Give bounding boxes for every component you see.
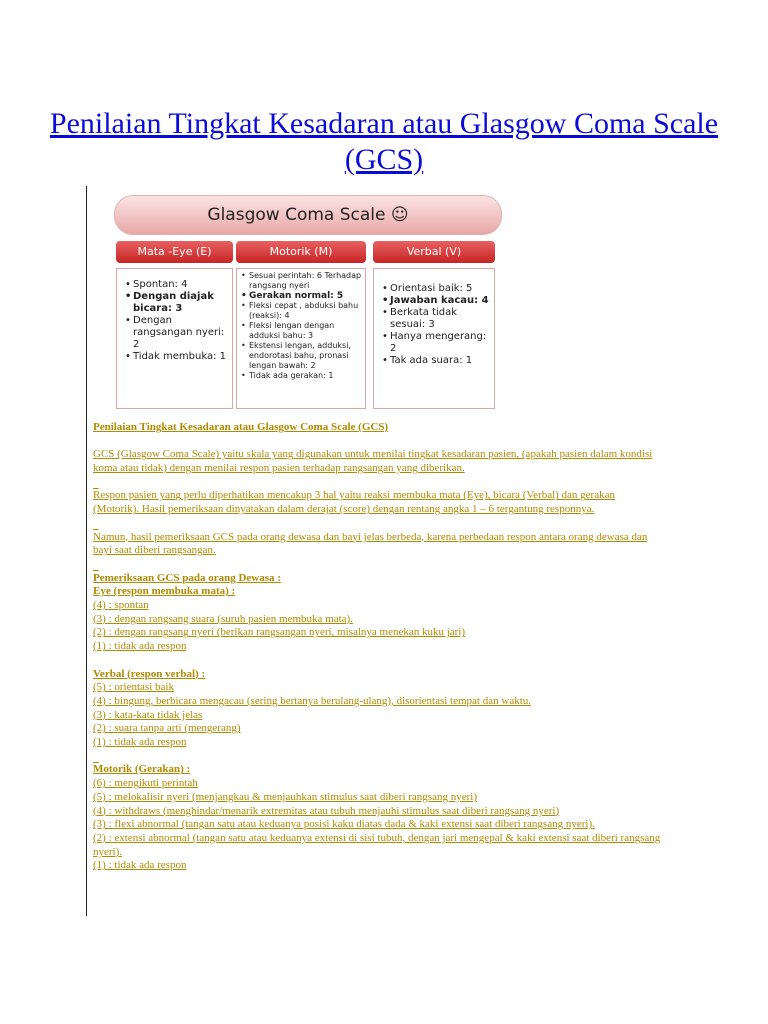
list-item[interactable]: (3) : kata-kata tidak jelas [93,708,203,721]
paragraph[interactable]: Namun, hasil pemeriksaan GCS pada orang dewasa dan bayi jelas berbeda, karena perbedaan respon antara orang dewasa dan bayi saat diberi rangsangan. [93,530,648,557]
gcs-item: • Fleksi cepat , abduksi bahu (reaksi): 4 [239,301,363,321]
gcs-column-header: Verbal (V) [373,241,495,263]
gcs-column-body [373,268,495,409]
gcs-column-header: Motorik (M) [236,241,366,263]
spacer [93,435,663,449]
list-item[interactable]: (4) : withdraws (menghindar/menarik extremitas atau tubuh menjauhi stimulus saat diberi rangsang nyeri) [93,804,560,817]
list-item[interactable]: (3) : dengan rangsang suara (suruh pasien membuka mata). [93,612,353,625]
adult-exam-heading[interactable]: Pemeriksaan GCS pada orang Dewasa : [93,571,281,584]
spacer-mark [93,519,99,533]
left-border-line [86,186,87,916]
gcs-item: • Jawaban kacau: 4 [380,295,490,307]
spacer [93,517,663,531]
list-item[interactable]: (6) : mengikuti perintah [93,777,198,790]
gcs-column-eye [116,241,233,409]
gcs-eye-list [117,269,232,363]
gcs-chart-image [112,193,500,410]
gcs-column-body [236,268,366,409]
list-item[interactable]: (5) : orientasi baik [93,681,174,694]
list-item[interactable]: (3) : flexi abnormal (tangan satu atau keduanya posisi kaku diatas dada & kaki extensi saat diberi rangsang nyeri). [93,818,595,831]
gcs-column-verbal [373,241,495,409]
motor-heading[interactable]: Motorik (Gerakan) : [93,763,191,776]
gcs-banner: Glasgow Coma Scale ☺ [114,195,502,235]
gcs-column-header: Mata -Eye (E) [116,241,233,263]
gcs-item: • Gerakan normal: 5 [239,291,363,301]
list-item[interactable]: (1) : tidak ada respon [93,640,187,653]
gcs-item: • Berkata tidak sesuai: 3 [380,307,490,331]
spacer [93,750,663,764]
list-item[interactable]: (1) : tidak ada respon [93,859,187,872]
gcs-motor-list [237,269,365,381]
list-item[interactable]: (2) : extensi abnormal (tangan satu atau keduanya extensi di sisi tubuh, dengan jari mengepal & kaki extensi saat diberi rangsang nyeri). [93,832,661,858]
gcs-item: • Fleksi lengan dengan adduksi bahu: 3 [239,321,363,341]
spacer-mark [93,478,99,492]
article-body [93,421,663,873]
gcs-item: • Dengan rangsangan nyeri: 2 [123,315,228,351]
eye-heading[interactable]: Eye (respon membuka mata) : [93,585,236,598]
spacer [93,654,663,668]
list-item[interactable]: (5) : melokalisir nyeri (menjangkau & menjauhkan stimulus saat diberi rangsang nyeri) [93,790,477,803]
page-title[interactable]: Penilaian Tingkat Kesadaran atau Glasgow Coma Scale (GCS) [49,107,719,176]
paragraph[interactable]: Respon pasien yang perlu diperhatikan mencakup 3 hal yaitu reaksi membuka mata (Eye), bicara (Verbal) dan gerakan (Motorik). Hasil pemeriksaan dinyatakan dalam derajat (score) dengan rentang angka 1 – 6 tergantung responnya. [93,489,615,516]
gcs-item: • Sesuai perintah: 6 Terhadap rangsang nyeri [239,271,363,291]
list-item[interactable]: (4) : bingung, berbicara mengacau (sering bertanya berulang-ulang), disorientasi tempat dan waktu. [93,694,532,707]
gcs-item: • Dengan diajak bicara: 3 [123,291,228,315]
gcs-item: • Tak ada suara: 1 [380,355,490,367]
verbal-heading[interactable]: Verbal (respon verbal) : [93,667,206,680]
gcs-column-motor [236,241,366,409]
article-heading[interactable]: Penilaian Tingkat Kesadaran atau Glasgow Coma Scale (GCS) [93,421,389,433]
spacer [93,476,663,490]
gcs-item: • Tidak membuka: 1 [123,351,228,363]
spacer-mark [93,560,99,574]
list-item[interactable]: (4) : spontan [93,599,149,612]
gcs-item: • Orientasi baik: 5 [380,283,490,295]
list-item[interactable]: (2) : dengan rangsang nyeri (berikan rangsangan nyeri, misalnya menekan kuku jari) [93,626,466,639]
gcs-item: • Tidak ada gerakan: 1 [239,371,363,381]
list-item[interactable]: (1) : tidak ada respon [93,736,187,749]
spacer-mark [93,752,99,766]
gcs-verbal-list [374,269,494,367]
gcs-column-body [116,268,233,409]
spacer [93,558,663,572]
paragraph[interactable]: GCS (Glasgow Coma Scale) yaitu skala yang digunakan untuk menilai tingkat kesadaran pasien, (apakah pasien dalam kondisi koma atau tidak) dengan menilai respon pasien terhadap rangsangan yang diberikan. [93,448,653,475]
gcs-item: • Ekstensi lengan, adduksi, endorotasi bahu, pronasi lengan bawah: 2 [239,341,363,371]
gcs-item: • Spontan: 4 [123,279,228,291]
gcs-item: • Hanya mengerang: 2 [380,331,490,355]
list-item[interactable]: (2) : suara tanpa arti (mengerang) [93,722,241,735]
